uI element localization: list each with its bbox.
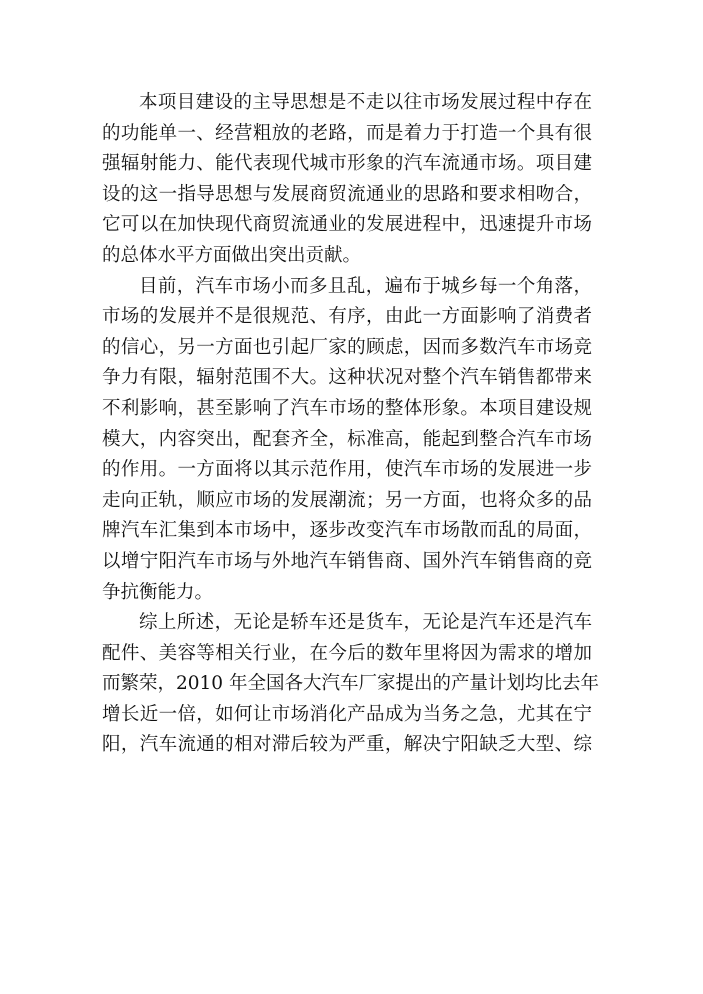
text-line: 阳，汽车流通的相对滞后较为严重，解决宁阳缺乏大型、综 <box>102 734 592 756</box>
text-line: 本项目建设的主导思想是不走以往市场发展过程中存在 <box>139 92 592 113</box>
text-line: 综上所述，无论是轿车还是货车，无论是汽车还是汽车 <box>139 612 592 634</box>
text-line: 配件、美容等相关行业，在今后的数年里将因为需求的增加 <box>102 642 592 664</box>
text-line: 它可以在加快现代商贸流通业的发展进程中，迅速提升市场 <box>102 214 592 236</box>
text-line: 的功能单一、经营粗放的老路，而是着力于打造一个具有很 <box>102 122 592 144</box>
text-line: 市场的发展并不是很规范、有序，由此一方面影响了消费者 <box>102 306 592 328</box>
text-line: 的总体水平方面做出突出贡献。 <box>102 244 362 266</box>
text-line: 目前，汽车市场小而多且乱，遍布于城乡每一个角落， <box>139 275 592 297</box>
paragraph-3 <box>102 608 599 761</box>
text-line: 强辐射能力、能代表现代城市形象的汽车流通市场。项目建 <box>102 153 592 175</box>
paragraph-2 <box>102 272 592 609</box>
text-line: 的作用。一方面将以其示范作用，使汽车市场的发展进一步 <box>102 459 592 481</box>
text-line: 而繁荣，2010 年全国各大汽车厂家提出的产量计划均比去年 <box>102 673 599 695</box>
text-line: 以增宁阳汽车市场与外地汽车销售商、国外汽车销售商的竞 <box>102 550 592 572</box>
text-line: 争力有限，辐射范围不大。这种状况对整个汽车销售都带来 <box>102 367 592 389</box>
text-line: 模大，内容突出，配套齐全，标准高，能起到整合汽车市场 <box>102 428 592 450</box>
text-line: 设的这一指导思想与发展商贸流通业的思路和要求相吻合， <box>102 183 592 205</box>
text-line: 争抗衡能力。 <box>102 581 214 603</box>
text-line: 增长近一倍，如何让市场消化产品成为当务之急，尤其在宁 <box>102 703 592 725</box>
text-line: 的信心，另一方面也引起厂家的顾虑，因而多数汽车市场竞 <box>102 336 592 358</box>
paragraph-1 <box>102 88 592 272</box>
text-line: 不利影响，甚至影响了汽车市场的整体形象。本项目建设规 <box>102 397 592 419</box>
text-line: 牌汽车汇集到本市场中，逐步改变汽车市场散而乱的局面， <box>102 520 592 542</box>
text-line: 走向正轨，顺应市场的发展潮流；另一方面，也将众多的品 <box>102 489 592 511</box>
document-body <box>102 88 599 761</box>
